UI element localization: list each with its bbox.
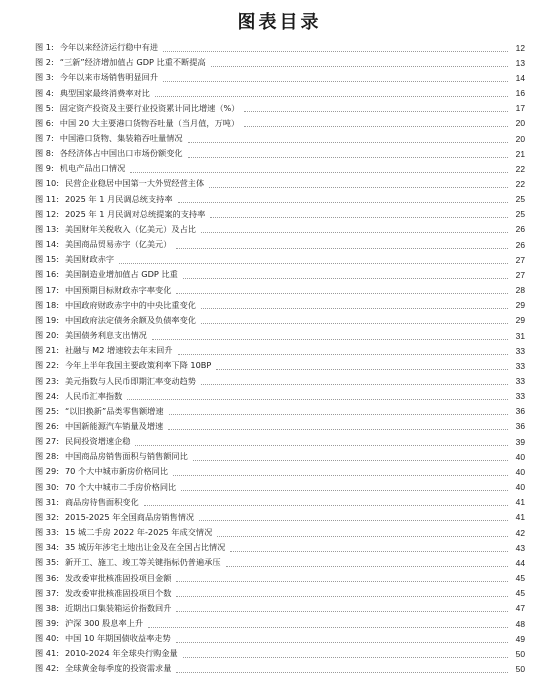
dot-leader	[210, 209, 508, 218]
toc-entry[interactable]	[35, 646, 525, 661]
toc-entry-title: 15 城二手房 2022 年-2025 年成交情况	[64, 527, 213, 538]
toc-entry-page-number: 14	[515, 72, 525, 83]
toc-entry[interactable]	[35, 389, 525, 404]
toc-entry-title: 中国商品房销售面积与销售额同比	[64, 451, 188, 462]
dot-leader	[244, 118, 508, 127]
toc-entry-page-number: 44	[515, 557, 525, 568]
dot-leader	[244, 103, 508, 112]
dot-leader	[163, 73, 508, 82]
toc-entry-number: 图 24:	[35, 390, 59, 401]
toc-entry[interactable]	[35, 570, 525, 585]
toc-entry-number: 图 3:	[35, 72, 54, 83]
toc-entry[interactable]	[35, 434, 525, 449]
toc-entry-number: 图 19:	[35, 314, 59, 325]
dot-leader	[168, 421, 508, 430]
toc-entry-page-number: 21	[515, 148, 525, 159]
toc-entry-page-number: 40	[515, 466, 525, 477]
dot-leader	[169, 406, 508, 415]
toc-entry-page-number: 28	[515, 285, 525, 296]
toc-entry[interactable]	[35, 449, 525, 464]
dot-leader	[209, 179, 508, 188]
dot-leader	[201, 300, 508, 309]
toc-entry-title: 固定资产投资及主要行业投资累计同比增速（%）	[59, 102, 240, 113]
toc-entry-title: 中国港口货物、集装箱吞吐量情况	[59, 133, 183, 144]
toc-entry-number: 图 2:	[35, 57, 54, 68]
toc-entry-number: 图 26:	[35, 420, 59, 431]
toc-entry[interactable]	[35, 631, 525, 646]
toc-entry-number: 图 35:	[35, 557, 59, 568]
toc-entry-page-number: 20	[515, 118, 525, 129]
toc-entry[interactable]	[35, 601, 525, 616]
toc-entry[interactable]	[35, 555, 525, 570]
toc-entry-title: 典型国家最终消费率对比	[59, 87, 150, 98]
toc-entry-page-number: 22	[515, 178, 525, 189]
toc-entry[interactable]	[35, 661, 525, 676]
toc-entry-number: 图 9:	[35, 163, 54, 174]
toc-entry-number: 图 33:	[35, 527, 59, 538]
toc-entry-number: 图 31:	[35, 496, 59, 507]
toc-entry[interactable]	[35, 404, 525, 419]
toc-entry[interactable]	[35, 252, 525, 267]
toc-entry[interactable]	[35, 40, 525, 55]
dot-leader	[176, 664, 508, 673]
dot-leader	[217, 528, 508, 537]
toc-entry-title: 各经济体占中国出口市场份额变化	[59, 148, 183, 159]
toc-entry[interactable]	[35, 510, 525, 525]
toc-entry-title: “以旧换新”品类零售额增速	[64, 405, 164, 416]
toc-entry-page-number: 40	[515, 482, 525, 493]
toc-entry-title: 中国新能源汽车销量及增速	[64, 420, 164, 431]
toc-entry-title: 中国 10 年期国债收益率走势	[64, 633, 171, 644]
toc-entry-number: 图 34:	[35, 542, 59, 553]
toc-entry[interactable]	[35, 55, 525, 70]
toc-entry[interactable]	[35, 525, 525, 540]
toc-entry-title: 中国政府法定债务余额及负债率变化	[64, 314, 196, 325]
toc-entry-number: 图 16:	[35, 269, 59, 280]
toc-entry-number: 图 36:	[35, 572, 59, 583]
toc-entry-title: 2010-2024 年全球央行购金量	[64, 648, 178, 659]
toc-entry-number: 图 13:	[35, 223, 59, 234]
toc-entry[interactable]	[35, 464, 525, 479]
toc-entry[interactable]	[35, 283, 525, 298]
dot-leader	[201, 376, 508, 385]
dot-leader	[183, 649, 508, 658]
dot-leader	[226, 558, 508, 567]
toc-entry-number: 图 30:	[35, 481, 59, 492]
toc-entry-page-number: 41	[515, 512, 525, 523]
toc-entry-number: 图 7:	[35, 133, 54, 144]
toc-entry[interactable]	[35, 495, 525, 510]
toc-entry-page-number: 41	[515, 497, 525, 508]
toc-entry[interactable]	[35, 540, 525, 555]
toc-entry[interactable]	[35, 222, 525, 237]
toc-entry-number: 图 41:	[35, 648, 59, 659]
toc-entry-page-number: 45	[515, 573, 525, 584]
toc-entry-page-number: 25	[515, 194, 525, 205]
toc-entry[interactable]	[35, 419, 525, 434]
toc-entry-page-number: 17	[515, 103, 525, 114]
toc-entry-title: 中国预期目标财政赤字率变化	[64, 284, 172, 295]
toc-entry-number: 图 12:	[35, 208, 59, 219]
toc-entry-title: 美国财政赤字	[64, 254, 115, 265]
toc-entry-number: 图 38:	[35, 602, 59, 613]
toc-entry-number: 图 1:	[35, 42, 54, 53]
dot-leader	[173, 467, 508, 476]
toc-entry-page-number: 31	[515, 330, 525, 341]
toc-entry[interactable]	[35, 207, 525, 222]
dot-leader	[181, 482, 508, 491]
toc-entry-title: 商品房待售面积变化	[64, 496, 139, 507]
toc-entry-page-number: 22	[515, 163, 525, 174]
toc-entry-page-number: 40	[515, 451, 525, 462]
toc-entry-title: 中国 20 大主要港口货物吞吐量（当月值，万吨）	[59, 117, 240, 128]
toc-entry-number: 图 4:	[35, 87, 54, 98]
dot-leader	[155, 88, 508, 97]
toc-entry[interactable]	[35, 313, 525, 328]
toc-entry-number: 图 32:	[35, 511, 59, 522]
toc-entry-page-number: 39	[515, 436, 525, 447]
toc-entry-page-number: 12	[515, 42, 525, 53]
dot-leader	[199, 512, 508, 521]
toc-entry-title: 中国政府财政赤字中的中央比重变化	[64, 299, 196, 310]
dot-leader	[127, 391, 508, 400]
toc-entry[interactable]	[35, 298, 525, 313]
toc-entry-number: 图 25:	[35, 405, 59, 416]
dot-leader	[130, 164, 508, 173]
toc-entry-number: 图 20:	[35, 330, 59, 341]
toc-entry-page-number: 27	[515, 269, 525, 280]
toc-entry-page-number: 36	[515, 406, 525, 417]
toc-entry-title: 2025 年 1 月民调对总统提案的支持率	[64, 208, 206, 219]
toc-entry-page-number: 50	[515, 663, 525, 674]
toc-entry[interactable]	[35, 343, 525, 358]
dot-leader	[176, 634, 508, 643]
toc-entry-title: 新开工、施工、竣工等关键指标仍普遍承压	[64, 557, 221, 568]
toc-entry-page-number: 50	[515, 648, 525, 659]
dot-leader	[188, 134, 508, 143]
toc-entry-number: 图 18:	[35, 299, 59, 310]
toc-entry[interactable]	[35, 237, 525, 252]
toc-entry[interactable]	[35, 161, 525, 176]
dot-leader	[230, 543, 508, 552]
toc-entry[interactable]	[35, 146, 525, 161]
toc-entry-title: 2025 年 1 月民调总统支持率	[64, 193, 173, 204]
toc-entry[interactable]	[35, 480, 525, 495]
toc-entry-title: 发改委审批核准固投项目金额	[64, 572, 172, 583]
toc-entry-page-number: 47	[515, 603, 525, 614]
dot-leader	[176, 603, 508, 612]
toc-entry-title: 社融与 M2 增速较去年末回升	[64, 345, 173, 356]
toc-entry-title: 机电产品出口情况	[59, 163, 126, 174]
dot-leader	[176, 588, 508, 597]
toc-entry-number: 图 14:	[35, 239, 59, 250]
toc-entry-number: 图 37:	[35, 587, 59, 598]
toc-entry-page-number: 26	[515, 239, 525, 250]
toc-entry-number: 图 40:	[35, 633, 59, 644]
toc-entry-number: 图 23:	[35, 375, 59, 386]
dot-leader	[201, 224, 508, 233]
toc-entry[interactable]	[35, 131, 525, 146]
toc-entry-number: 图 5:	[35, 102, 54, 113]
toc-entry[interactable]	[35, 70, 525, 85]
toc-entry[interactable]	[35, 192, 525, 207]
toc-entry-page-number: 16	[515, 88, 525, 99]
toc-entry[interactable]	[35, 101, 525, 116]
dot-leader	[211, 58, 508, 67]
toc-entry-number: 图 28:	[35, 451, 59, 462]
toc-entry-page-number: 43	[515, 542, 525, 553]
dot-leader	[176, 285, 508, 294]
toc-entry-number: 图 27:	[35, 436, 59, 447]
dot-leader	[152, 331, 508, 340]
toc-entry[interactable]	[35, 358, 525, 373]
toc-entry-number: 图 8:	[35, 148, 54, 159]
toc-entry-title: 美国财年关税收入（亿美元）及占比	[64, 223, 196, 234]
toc-entry-page-number: 48	[515, 618, 525, 629]
toc-entry-page-number: 29	[515, 315, 525, 326]
toc-entry-title: “三新”经济增加值占 GDP 比重不断提高	[59, 57, 206, 68]
toc-entry-page-number: 13	[515, 57, 525, 68]
toc-entry[interactable]	[35, 586, 525, 601]
toc-entry-number: 图 6:	[35, 117, 54, 128]
toc-entry-title: 沪深 300 股息率上升	[64, 618, 144, 629]
dot-leader	[148, 619, 508, 628]
dot-leader	[176, 240, 508, 249]
toc-entry[interactable]	[35, 116, 525, 131]
dot-leader	[193, 452, 508, 461]
toc-entry-title: 人民币汇率指数	[64, 390, 123, 401]
toc-entry[interactable]	[35, 328, 525, 343]
toc-entry-title: 近期出口集装箱运价指数回升	[64, 602, 172, 613]
toc-entry-page-number: 42	[515, 527, 525, 538]
toc-entry-title: 今年以来市场销售明显回升	[59, 72, 159, 83]
toc-entry-number: 图 22:	[35, 360, 59, 371]
toc-entry-title: 美国商品贸易赤字（亿美元）	[64, 239, 172, 250]
toc-entry-title: 70 个大中城市二手房价格同比	[64, 481, 177, 492]
toc-entry-page-number: 25	[515, 209, 525, 220]
toc-entry-number: 图 17:	[35, 284, 59, 295]
toc-entry-title: 民营企业稳居中国第一大外贸经营主体	[64, 178, 205, 189]
dot-leader	[201, 315, 508, 324]
toc-entry-number: 图 39:	[35, 618, 59, 629]
toc-entry-number: 图 11:	[35, 193, 59, 204]
toc-entry-title: 35 城历年涉宅土地出让金及在全国占比情况	[64, 542, 226, 553]
toc-entry-page-number: 45	[515, 588, 525, 599]
figure-toc-list	[35, 40, 525, 677]
toc-entry-title: 全球黄金每季度的投资需求量	[64, 663, 172, 674]
toc-entry-title: 今年以来经济运行稳中有进	[59, 42, 159, 53]
toc-entry-title: 70 个大中城市新房价格同比	[64, 466, 169, 477]
toc-entry-title: 2015-2025 年全国商品房销售情况	[64, 511, 195, 522]
toc-entry-page-number: 27	[515, 254, 525, 265]
toc-entry-title: 美国债务利息支出情况	[64, 330, 147, 341]
dot-leader	[216, 361, 508, 370]
toc-entry-page-number: 49	[515, 633, 525, 644]
dot-leader	[144, 497, 508, 506]
dot-leader	[188, 149, 508, 158]
toc-entry-title: 今年上半年我国主要政策利率下降 10BP	[64, 360, 212, 371]
toc-entry-page-number: 26	[515, 224, 525, 235]
toc-entry-title: 美国制造业增加值占 GDP 比重	[64, 269, 178, 280]
toc-entry-title: 民间投资增速企稳	[64, 436, 131, 447]
toc-entry[interactable]	[35, 267, 525, 282]
toc-title: 图表目录	[237, 12, 322, 33]
toc-entry-number: 图 15:	[35, 254, 59, 265]
toc-entry-page-number: 29	[515, 300, 525, 311]
toc-entry-page-number: 36	[515, 421, 525, 432]
toc-entry[interactable]	[35, 616, 525, 631]
toc-entry-number: 图 42:	[35, 663, 59, 674]
toc-entry-number: 图 21:	[35, 345, 59, 356]
toc-entry-page-number: 33	[515, 391, 525, 402]
toc-entry-number: 图 10:	[35, 178, 59, 189]
dot-leader	[178, 346, 508, 355]
toc-entry[interactable]	[35, 176, 525, 191]
dot-leader	[119, 255, 508, 264]
dot-leader	[178, 194, 508, 203]
dot-leader	[183, 270, 508, 279]
toc-entry-title: 发改委审批核准固投项目个数	[64, 587, 172, 598]
toc-entry-title: 美元指数与人民币即期汇率变动趋势	[64, 375, 196, 386]
toc-entry-page-number: 33	[515, 376, 525, 387]
toc-entry[interactable]	[35, 85, 525, 100]
dot-leader	[176, 573, 508, 582]
dot-leader	[135, 437, 508, 446]
toc-entry-number: 图 29:	[35, 466, 59, 477]
toc-entry-page-number: 20	[515, 133, 525, 144]
dot-leader	[163, 43, 508, 52]
toc-entry-page-number: 33	[515, 345, 525, 356]
toc-entry[interactable]	[35, 373, 525, 388]
toc-entry-page-number: 33	[515, 360, 525, 371]
